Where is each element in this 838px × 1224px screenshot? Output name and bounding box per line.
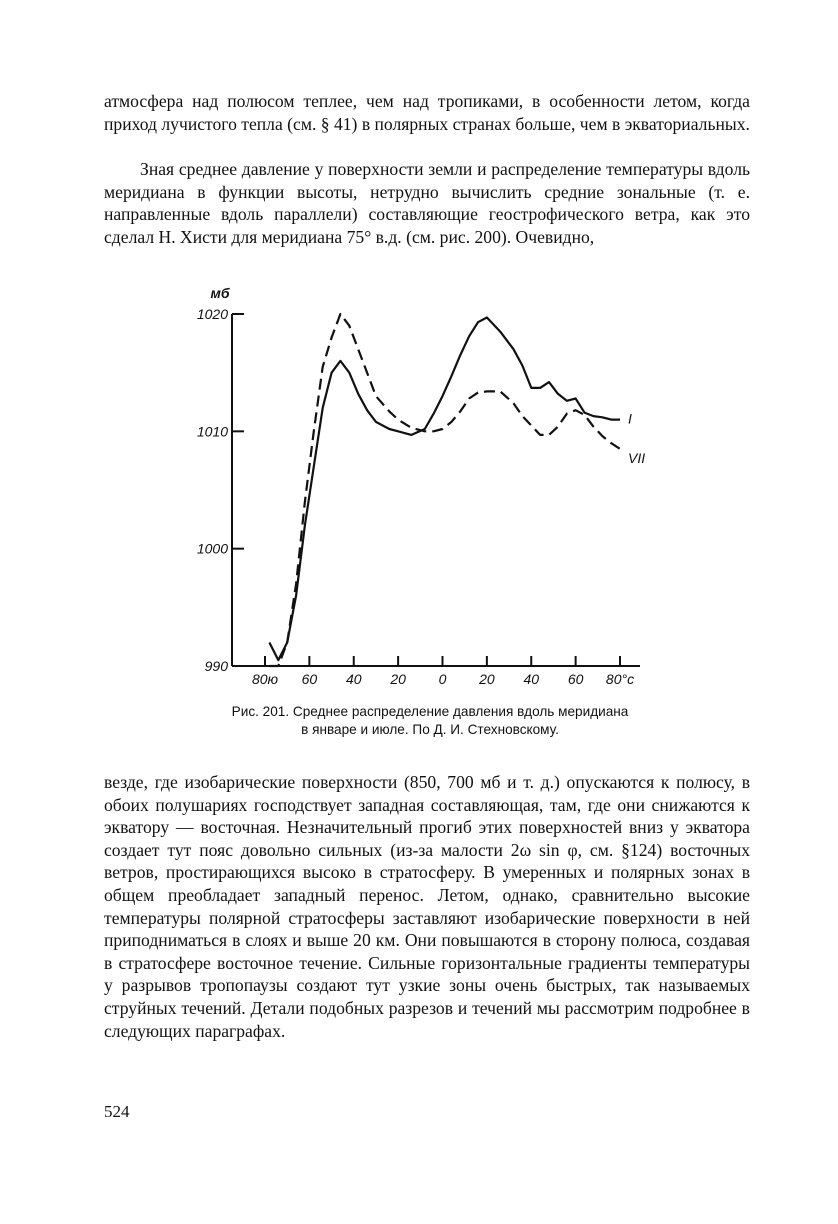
series-label-vii: VII <box>628 449 646 466</box>
series-line-vii <box>269 314 620 666</box>
x-tick-label: 60 <box>301 671 318 687</box>
x-tick-label: 40 <box>345 671 362 687</box>
chart-series <box>269 314 620 666</box>
caption-line-1: Рис. 201. Среднее распределение давления вдоль меридиана <box>231 704 629 719</box>
figure-caption <box>170 703 690 739</box>
y-axis-label: мб <box>210 285 230 301</box>
paragraph-1: атмосфера над полюсом теплее, чем над тропиками, в особенности летом, когда приход лучистого тепла (см. § 41) в полярных странах больше, чем в экваториальных. <box>104 91 750 134</box>
x-tick-label: 60 <box>567 671 584 687</box>
y-tick-label: 1010 <box>196 423 228 440</box>
caption-line-2: в январе и июле. По Д. И. Стехновскому. <box>301 722 559 737</box>
paragraph-3: везде, где изобарические поверхности (850, 700 мб и т. д.) опускаются к полюсу, в обоих полушариях господствует западная составляющая, там, где они снижаются к экватору — восточная. Незначительный прогиб этих поверхностей вниз у экватора создает тут пояс довольно сильных (из-за малости 2ω sin φ, см. §124) восточных ветров, простирающихся высоко в стратосферу. В умеренных и полярных зонах в общем преобладает западный перенос. Летом, однако, сравнительно высокие температуры полярной стратосферы заставляют изобарические поверхности в ней приподниматься в слоях и выше 20 км. Они повышаются в сторону полюса, создавая в стратосфере восточное течение. Сильные горизонтальные градиенты температуры у разрывов тропопаузы создают тут узкие зоны очень быстрых, так называемых струйных течений. Детали подобных разрезов и течений мы рассмотрим подробнее в следующих параграфах. <box>104 772 750 1041</box>
x-tick-label: 80ю <box>251 671 279 687</box>
pressure-chart <box>170 278 690 698</box>
y-tick-label: 990 <box>204 658 228 674</box>
x-tick-label: 20 <box>479 671 495 687</box>
chart-labels <box>197 285 645 687</box>
x-tick-label: 0 <box>438 671 447 687</box>
x-tick-label: 20 <box>390 671 406 687</box>
paragraph-2: Зная среднее давление у поверхности земли и распределение температуры вдоль меридиана в функции высоты, нетрудно вычислить средние зональные (т. е. направленные вдоль параллели) составляющие геострофического ветра, как это сделал Н. Хисти для меридиана 75° в.д. (см. рис. 200). Очевидно, <box>104 159 750 247</box>
x-tick-label: 40 <box>523 671 540 687</box>
page-number: 524 <box>104 1102 130 1121</box>
x-tick-label: 80°с <box>605 671 635 687</box>
y-tick-label: 1000 <box>196 540 228 557</box>
chart-ticks <box>232 314 620 666</box>
series-label-i: I <box>628 410 632 427</box>
y-tick-label: 1020 <box>196 306 228 322</box>
